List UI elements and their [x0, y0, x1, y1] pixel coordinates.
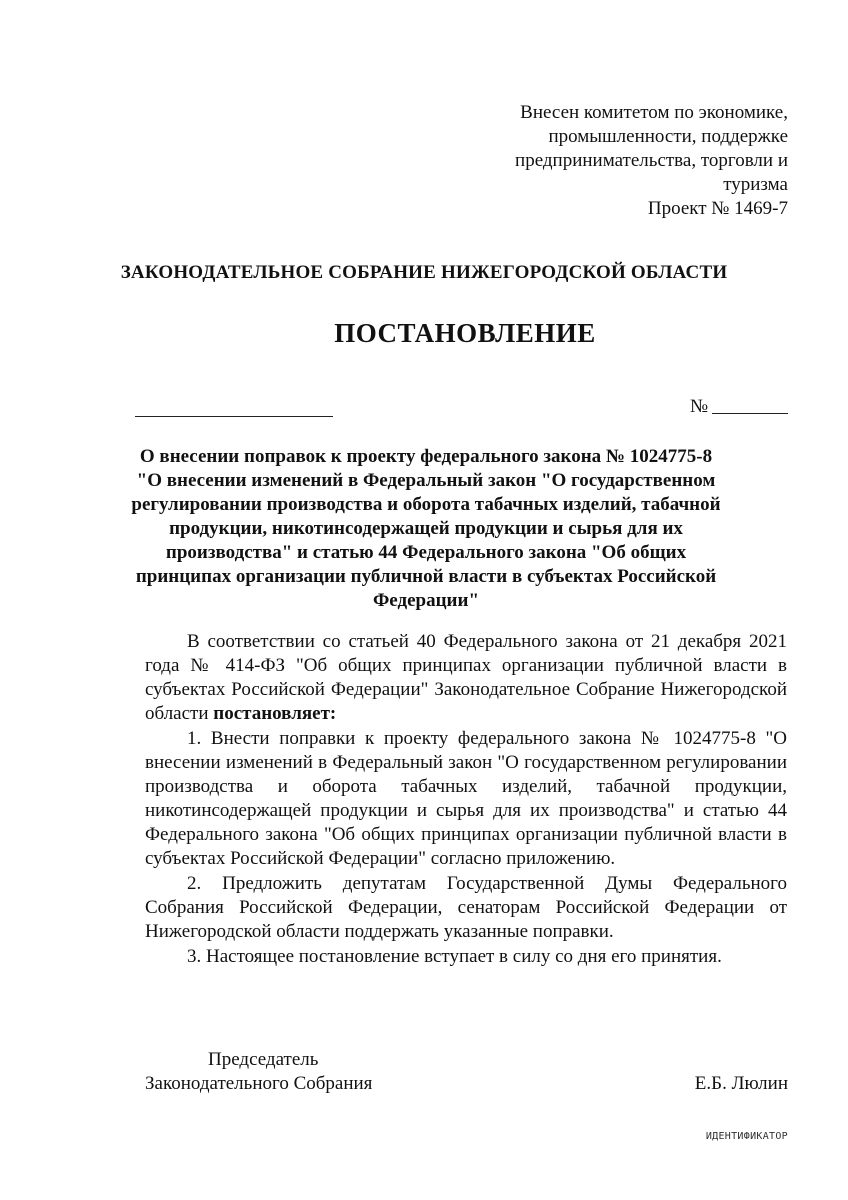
number-sign: №	[690, 396, 709, 417]
subject-line: Федерации"	[372, 590, 479, 611]
resolution-item-2: 2. Предложить депутатам Государственной Думы Федерального Собрания Российской Федерации, сенаторам Российской Федерации от Нижегородской области поддержать указанные поправки.	[145, 873, 787, 942]
signatory-name: Е.Б. Люлин	[694, 1073, 788, 1094]
subject-line: регулировании производства и оборота табачных изделий, табачной	[131, 494, 721, 515]
date-blank-line	[135, 416, 333, 417]
assembly-name: ЗАКОНОДАТЕЛЬНОЕ СОБРАНИЕ НИЖЕГОРОДСКОЙ ОБЛАСТИ	[120, 262, 728, 283]
resolves-word: постановляет:	[213, 703, 337, 724]
subject-line: "О внесении изменений в Федеральный закон "О государственном	[136, 470, 716, 491]
resolution-item-3: 3. Настоящее постановление вступает в силу со дня его принятия.	[187, 946, 722, 967]
preamble-paragraph	[145, 630, 787, 726]
project-number: Проект № 1469-7	[647, 198, 788, 219]
submitted-by-line: Внесен комитетом по экономике,	[520, 102, 788, 123]
resolution-item-1: 1. Внести поправки к проекту федерального закона № 1024775-8 "О внесении изменений в Федеральный закон "О государственном регулировании производства и оборота табачных изделий, табачной продукции, никотинсодержащей продукции и сырья для их производства" и статью 44 Федерального закона "Об общих принципах организации публичной власти в субъектах Российской Федерации" согласно приложению.	[145, 728, 787, 869]
signatory-title-line: Законодательного Собрания	[145, 1073, 373, 1094]
subject-line: О внесении поправок к проекту федерального закона № 1024775-8	[139, 446, 713, 467]
subject-line: производства" и статью 44 Федерального закона "Об общих	[165, 542, 687, 563]
submitted-by-block	[468, 101, 788, 221]
submitted-by-line: предпринимательства, торговли и	[515, 150, 788, 171]
document-body	[145, 630, 787, 969]
submitted-by-line: промышленности, поддержке	[548, 126, 788, 147]
preamble-text: В соответствии со статьей 40 Федерального закона от 21 декабря 2021 года № 414-ФЗ "Об общих принципах организации публичной власти в субъектах Российской Федерации" Законодательное Собрание Нижегородской области	[145, 631, 787, 724]
number-blank-line	[712, 412, 788, 414]
submitted-by-line: туризма	[723, 174, 788, 195]
subject-line: продукции, никотинсодержащей продукции и сырья для их	[169, 518, 683, 539]
document-identifier: ИДЕНТИФИКАТОР	[705, 1131, 788, 1142]
signatory-title	[145, 1048, 445, 1096]
signatory-title-line: Председатель	[208, 1049, 319, 1070]
number-field	[690, 395, 788, 419]
subject-line: принципах организации публичной власти в субъектах Российской	[135, 566, 717, 587]
subject-heading	[130, 445, 722, 613]
document-type-title: ПОСТАНОВЛЕНИЕ	[334, 318, 596, 348]
